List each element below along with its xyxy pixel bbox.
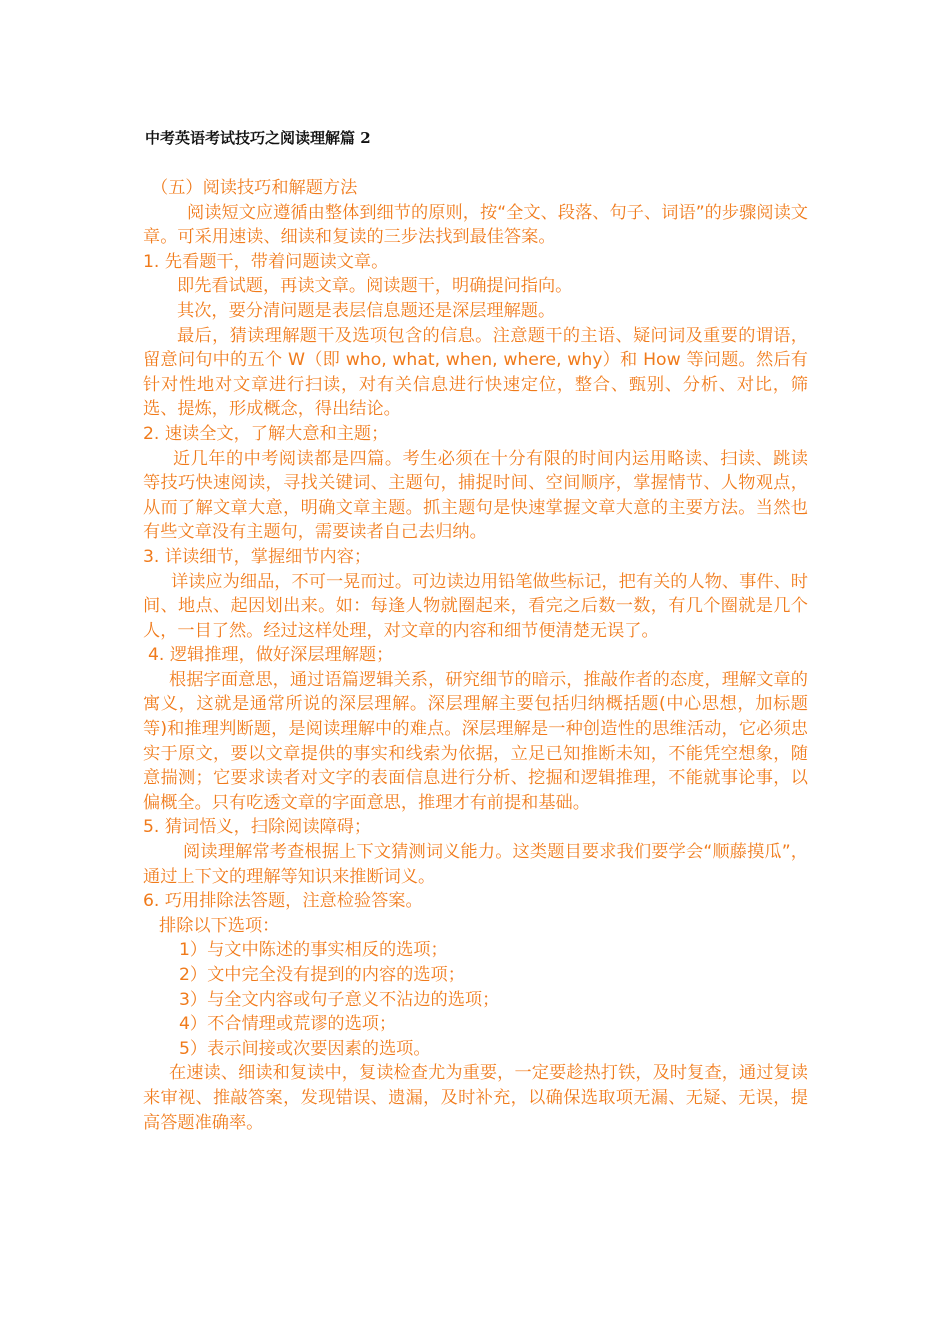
step1-paragraph-1: 即先看试题，再读文章。阅读题干，明确提问指向。 [177,276,573,297]
step1-paragraph-3: 最后，猜读理解题干及选项包含的信息。注意题干的主语、疑问词及重要的谓语，留意问句中的五个 W（即 who, what, when, where, why）和 How 等问题。然后有针对性地对文章进行扫读，对有关信息进行快速定位，整合、甄别、分析、对比，筛选、提炼，形成概念，得出结论。 [143,325,808,420]
step5-paragraph-1: 阅读理解常考查根据上下文猜测词义能力。这类题目要求我们要学会“顺藤摸瓜”，通过上下文的理解等知识来推断词义。 [143,842,808,887]
intro-paragraph: 阅读短文应遵循由整体到细节的原则，按“全文、段落、句子、词语”的步骤阅读文章。可采用速读、细读和复读的三步法找到最佳答案。 [143,202,808,248]
exclude-label: 排除以下选项： [159,915,280,936]
step2-heading: 2. 速读全文，了解大意和主题； [143,423,389,444]
step4-paragraph-1: 根据字面意思，通过语篇逻辑关系，研究细节的暗示，推敲作者的态度，理解文章的寓义，这就是通常所说的深层理解。深层理解主要包括归纳概括题(中心思想，加标题等)和推理判断题，是阅读理解中的难点。深层理解是一种创造性的思维活动，它必须忠实于原文，要以文章提供的事实和线索为依据，立足已知推断未知，不能凭空想象，随意揣测；它要求读者对文字的表面信息进行分析、挖掘和逻辑推理，不能就事论事，以偏概全。只有吃透文章的字面意思，推理才有前提和基础。 [143,669,808,813]
option-item: 5）表示间接或次要因素的选项。 [179,1038,431,1059]
step3-heading: 3. 详读细节，掌握细节内容； [143,546,372,567]
step1-paragraph-2: 其次，要分清问题是表层信息题还是深层理解题。 [177,300,556,321]
document-title: 中考英语考试技巧之阅读理解篇 2 [145,129,371,147]
option-item: 2）文中完全没有提到的内容的选项； [179,965,465,985]
document-body [143,176,808,1135]
section-heading: （五）阅读技巧和解题方法 [151,178,358,198]
conclusion-paragraph: 在速读、细读和复读中，复读检查尤为重要，一定要趁热打铁，及时复查，通过复读来审视、推敲答案，发现错误、遗漏，及时补充，以确保选取项无漏、无疑、无误，提高答题准确率。 [143,1063,808,1133]
option-item: 1）与文中陈述的事实相反的选项； [179,940,448,961]
step5-heading: 5. 猜词悟义，扫除阅读障碍； [143,817,372,838]
option-item: 3）与全文内容或句子意义不沾边的选项； [179,989,500,1010]
step1-heading: 1. 先看题干，带着问题读文章。 [143,251,389,272]
step4-heading: 4. 逻辑推理，做好深层理解题； [148,645,394,666]
step2-paragraph-1: 近几年的中考阅读都是四篇。考生必须在十分有限的时间内运用略读、扫读、跳读等技巧快速阅读，寻找关键词、主题句，捕捉时间、空间顺序，掌握情节、人物观点，从而了解文章大意，明确文章主题。抓主题句是快速掌握文章大意的主要方法。当然也有些文章没有主题句，需要读者自己去归纳。 [143,448,808,543]
option-item: 4）不合情理或荒谬的选项； [179,1014,397,1035]
step6-heading: 6. 巧用排除法答题，注意检验答案。 [143,891,423,912]
step3-paragraph-1: 详读应为细品，不可一晃而过。可边读边用铅笔做些标记，把有关的人物、事件、时间、地点、起因划出来。如：每逢人物就圈起来，看完之后数一数，有几个圈就是几个人，一目了然。经过这样处理，对文章的内容和细节便清楚无误了。 [143,571,808,641]
